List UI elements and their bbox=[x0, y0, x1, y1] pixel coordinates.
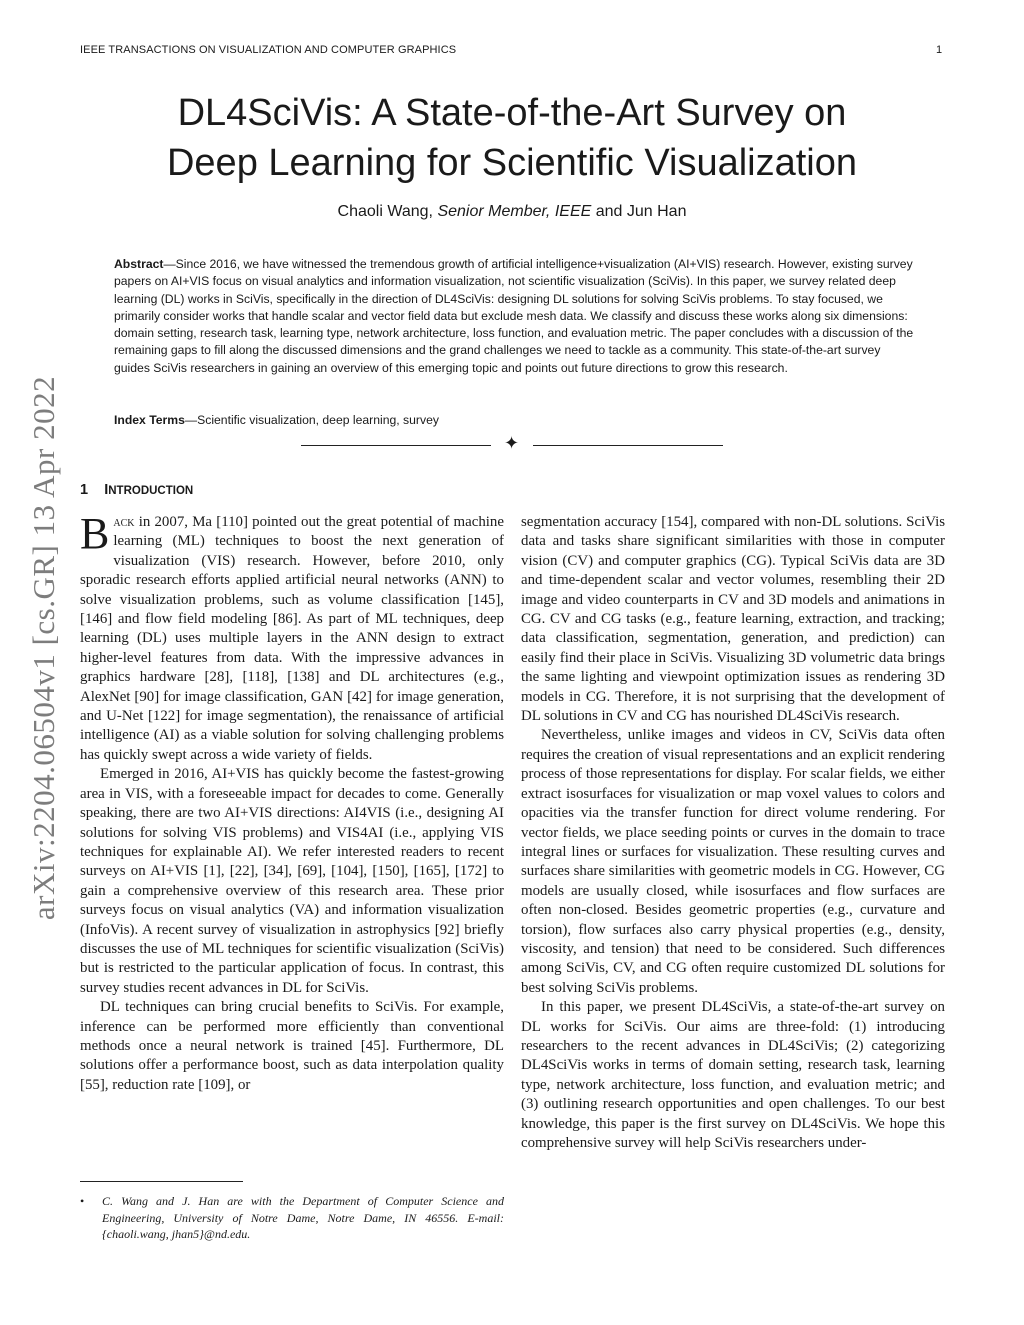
body-paragraph: Nevertheless, unlike images and videos in CV, SciVis data often requires the creation of visual representations and an explicit rendering process of those representations for display. For scalar fields, we either extract isosurfaces for visualization or map voxel values to colors and opacities via the transfer function for direct volume rendering. For vector fields, we place seeding points or curves in the domain to trace integral lines or surfaces for visualization. These resulting curves and surfaces share similarities with geometric models in CG. However, CG models are usually closed, while isosurfaces and flow surfaces are often non-closed. Besides geometric properties (e.g., curvature and torsion), flow surfaces also carry physical properties (e.g., density, viscosity, and tension) that need to be considered. Such differences among SciVis, CV, and CG often require customized DL solutions for best solving SciVis problems. bbox=[521, 727, 945, 996]
index-terms-text: —Scientific visualization, deep learning, survey bbox=[184, 413, 439, 427]
divider-rule-right bbox=[533, 445, 723, 446]
divider-star-icon: ✦ bbox=[504, 433, 520, 453]
footnote-bullet-icon: • bbox=[80, 1194, 85, 1208]
section-divider bbox=[301, 433, 723, 456]
index-terms bbox=[114, 412, 914, 429]
running-head: IEEE TRANSACTIONS ON VISUALIZATION AND COMPUTER GRAPHICS bbox=[80, 44, 457, 56]
author-connector: and Jun Han bbox=[595, 203, 687, 220]
body-column-right bbox=[521, 513, 945, 1153]
footnote-text: C. Wang and J. Han are with the Department of Computer Science and Engineering, University of Notre Dame, Notre Dame, IN 46556. E-mail: {chaoli.wang, jhan5}@nd.edu. bbox=[102, 1194, 504, 1241]
divider-rule-left bbox=[301, 445, 491, 446]
title-line-2: Deep Learning for Scientific Visualization bbox=[166, 142, 858, 184]
section-title-initial: I bbox=[104, 482, 109, 498]
author-1: Chaoli Wang, bbox=[337, 203, 433, 220]
section-heading bbox=[80, 482, 193, 498]
body-paragraph bbox=[80, 509, 504, 765]
body-column-left bbox=[80, 509, 504, 1095]
arxiv-stamp: arXiv:2204.06504v1 [cs.GR] 13 Apr 2022 bbox=[26, 375, 61, 921]
author-line bbox=[90, 203, 934, 221]
index-terms-label: Index Terms bbox=[114, 413, 185, 427]
body-paragraph: segmentation accuracy [154], compared with non-DL solutions. SciVis data and tasks share significant similarities with those in computer vision (CV) and computer graphics (CG). Typical SciVis data are 3D and time-dependent scalar and vector volumes, resembling their 2D image and video counterparts in CV and 3D models and animations in CG. CV and CG tasks (e.g., feature learning, extraction, and tracking; data classification, segmentation, generation, and prediction) can easily find their place in SciVis. Visualizing 3D volumetric data brings the same lighting and viewpoint optimization issues as rendering 3D models in CG. Therefore, it is not surprising that the development of DL solutions in CV and CG has nourished DL4SciVis research. bbox=[521, 514, 945, 725]
abstract-text: —Since 2016, we have witnessed the tremendous growth of artificial intelligence+visualization (AI+VIS) research. However, existing survey papers on AI+VIS focus on visual analytics and information visualization, not scientific visualization (SciVis). In this paper, we survey related deep learning (DL) works in SciVis, specifically in the direction of DL4SciVis: designing DL solutions for solving SciVis problems. To stay focused, we primarily consider works that handle scalar and vector field data but exclude mesh data. We classify and discuss these works along six dimensions: domain setting, research task, learning type, network architecture, loss function, and evaluation metric. The paper concludes with a discussion of the remaining gaps to fill along the discussed dimensions and the grand challenges we need to tackle as a community. This state-of-the-art survey guides SciVis researchers in gaining an overview of this emerging topic and points out future directions to grow this research. bbox=[114, 257, 914, 375]
lead-smallcaps: ack bbox=[113, 514, 135, 530]
section-number: 1 bbox=[80, 482, 89, 498]
page-number: 1 bbox=[936, 44, 943, 56]
paragraph-text: in 2007, Ma [110] pointed out the great potential of machine learning (ML) techniques to boost the next generation of visualization (VIS) research. However, before 2010, only sporadic research efforts applied artificial neural networks (ANN) to solve visualization problems, such as volume classification [145], [146] and flow field modeling [86]. As part of ML techniques, deep learning (DL) uses multiple layers in the ANN design to extract higher-level features from data. With the impressive advances in graphics hardware [28], [118], [138] and DL architectures (e.g., AlexNet [90] for image classification, GAN [42] for image generation, and U-Net [122] for image segmentation), the renaissance of artificial intelligence (AI) as a viable solution for solving challenging problems has quickly swept across a wide variety of fields. bbox=[80, 514, 504, 763]
title-line-1: DL4SciVis: A State-of-the-Art Survey on bbox=[177, 92, 847, 134]
body-paragraph: DL techniques can bring crucial benefits to SciVis. For example, inference can be performed more efficiently than conventional methods once a neural network is trained [45]. Furthermore, DL solutions offer a performance boost, such as data interpolation quality [55], reduction rate [109], or bbox=[80, 999, 504, 1093]
body-paragraph: In this paper, we present DL4SciVis, a state-of-the-art survey on DL works for SciVis. Our aims are three-fold: (1) introducing researchers to the recent advances in DL4SciVis; (2) categorizing DL4SciVis works in terms of domain setting, research task, learning type, network architecture, loss function, and evaluation metric; and (3) outlining research opportunities and open challenges. To our best knowledge, this paper is the first survey on DL4SciVis. We hope this comprehensive survey will help SciVis researchers under- bbox=[521, 999, 945, 1151]
footnote bbox=[80, 1193, 504, 1243]
paper-title bbox=[90, 88, 934, 188]
abstract bbox=[114, 256, 914, 377]
drop-cap: B bbox=[80, 509, 110, 558]
section-title-rest: NTRODUCTION bbox=[108, 485, 194, 497]
footnote-rule bbox=[80, 1181, 243, 1182]
body-paragraph: Emerged in 2016, AI+VIS has quickly become the fastest-growing area in VIS, with a foreseeable impact for decades to come. Generally speaking, there are two AI+VIS directions: AI4VIS (i.e., designing AI solutions for solving VIS problems) and VIS4AI (i.e., applying VIS techniques for explainable AI). We refer interested readers to recent surveys on AI+VIS [1], [22], [34], [69], [104], [150], [165], [172] to gain a comprehensive overview of this research area. These prior surveys focus on visual analytics (VA) and information visualization (InfoVis). A recent survey of visualization in astrophysics [92] briefly discusses the use of ML techniques for scientific visualization (SciVis) but is restricted to the particular application of focus. In contrast, this survey studies recent advances in DL for SciVis. bbox=[80, 766, 504, 996]
abstract-label: Abstract bbox=[114, 257, 164, 271]
author-1-role: Senior Member, IEEE bbox=[437, 203, 592, 220]
